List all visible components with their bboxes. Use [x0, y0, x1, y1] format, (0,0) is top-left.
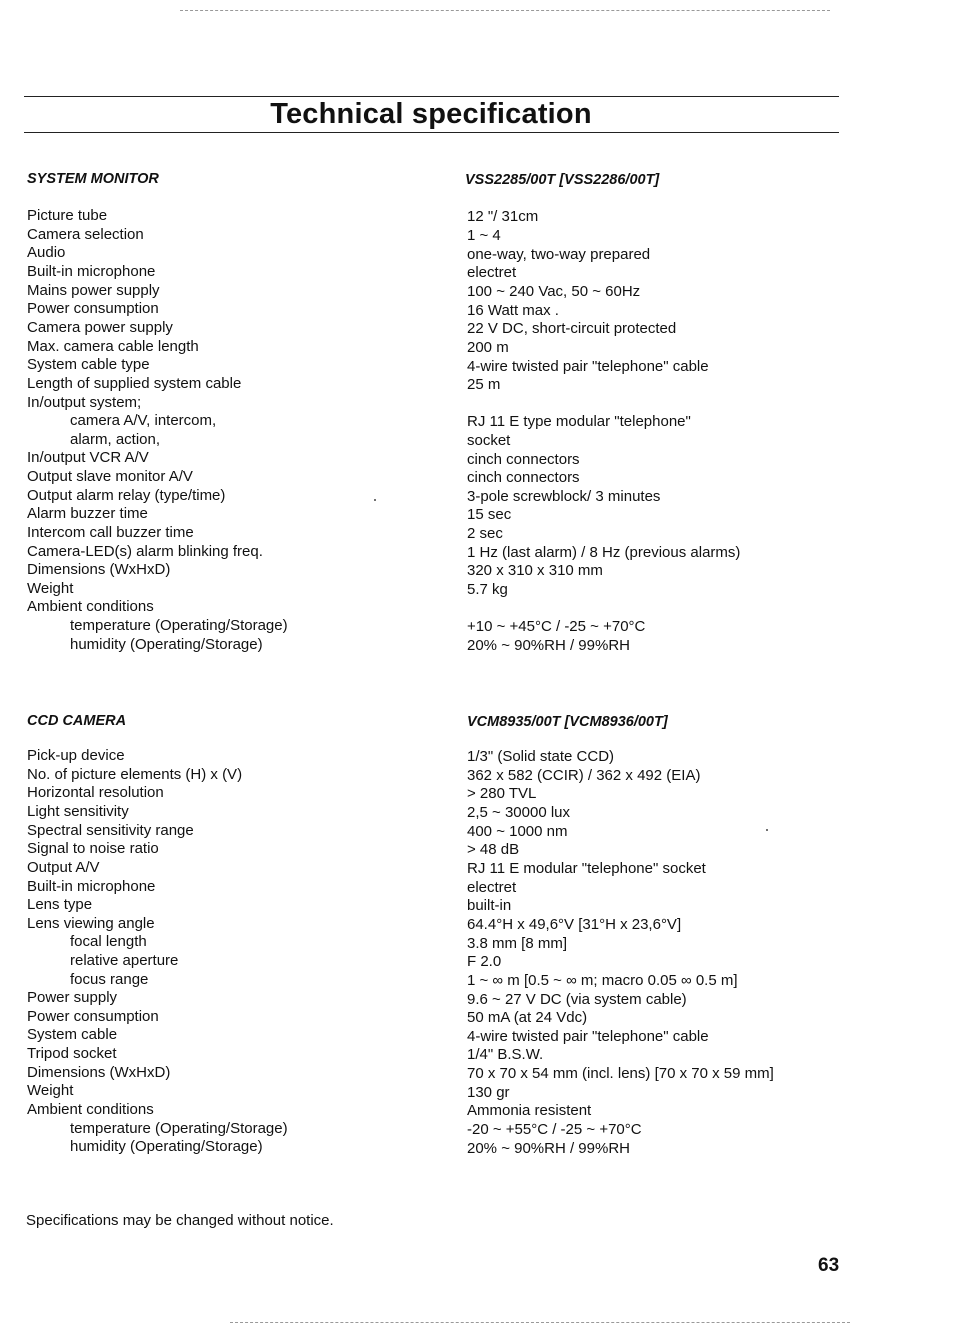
ccd-camera-model: VCM8935/00T [VCM8936/00T] — [467, 714, 668, 730]
sm-label: Picture tube — [27, 207, 108, 224]
sm-value: electret — [467, 264, 517, 281]
ccd-label: Power consumption — [27, 1008, 159, 1025]
ccd-label: Spectral sensitivity range — [27, 822, 194, 839]
ccd-label: focal length — [70, 933, 147, 950]
sm-value: 200 m — [467, 339, 509, 356]
sm-label: Intercom call buzzer time — [27, 524, 194, 541]
ccd-label: Signal to noise ratio — [27, 840, 159, 857]
ccd-label: Dimensions (WxHxD) — [27, 1064, 171, 1081]
page-title: Technical specification — [270, 98, 592, 130]
ccd-value: 400 ~ 1000 nm — [467, 823, 568, 840]
page-number: 63 — [818, 1255, 840, 1276]
footnote: Specifications may be changed without notice. — [26, 1212, 334, 1229]
ccd-label: Output A/V — [27, 859, 100, 876]
ccd-value: 70 x 70 x 54 mm (incl. lens) [70 x 70 x 59 mm] — [467, 1065, 774, 1082]
ccd-label: Lens viewing angle — [27, 915, 155, 932]
sm-label: In/output VCR A/V — [27, 449, 149, 466]
sm-label: Dimensions (WxHxD) — [27, 561, 171, 578]
sm-label: Camera-LED(s) alarm blinking freq. — [27, 543, 263, 560]
sm-label: Camera selection — [27, 226, 144, 243]
ccd-value: built-in — [467, 897, 512, 914]
sm-value: 5.7 kg — [467, 581, 508, 598]
sm-label: Power consumption — [27, 300, 159, 317]
scan-speck — [374, 499, 376, 501]
sm-value: +10 ~ +45°C / -25 ~ +70°C — [467, 618, 646, 635]
sm-label: Output alarm relay (type/time) — [27, 487, 226, 504]
scan-speck — [766, 829, 768, 831]
sm-value: 1 Hz (last alarm) / 8 Hz (previous alarms) — [467, 544, 741, 561]
ccd-value: 64.4°H x 49,6°V [31°H x 23,6°V] — [467, 916, 682, 933]
ccd-label: Ambient conditions — [27, 1101, 154, 1118]
sm-value: 2 sec — [467, 525, 503, 542]
sm-label: System cable type — [27, 356, 150, 373]
ccd-value: 1 ~ ∞ m [0.5 ~ ∞ m; macro 0.05 ∞ 0.5 m] — [467, 972, 738, 989]
sm-label: Length of supplied system cable — [27, 375, 242, 392]
sm-label: Alarm buzzer time — [27, 505, 148, 522]
ccd-label: Light sensitivity — [27, 803, 129, 820]
ccd-value: 2,5 ~ 30000 lux — [467, 804, 571, 821]
sm-value: cinch connectors — [467, 451, 580, 468]
sm-label: Weight — [27, 580, 74, 597]
title-rule-bottom — [24, 132, 839, 133]
ccd-value: 3.8 mm [8 mm] — [467, 935, 568, 952]
ccd-label: focus range — [70, 971, 149, 988]
scan-artifact-top — [180, 10, 830, 11]
ccd-value: 1/4" B.S.W. — [467, 1046, 544, 1063]
ccd-value: 20% ~ 90%RH / 99%RH — [467, 1140, 630, 1157]
sm-value: RJ 11 E type modular "telephone" — [467, 413, 691, 430]
ccd-value: > 48 dB — [467, 841, 520, 858]
ccd-label: Horizontal resolution — [27, 784, 164, 801]
ccd-label: relative aperture — [70, 952, 179, 969]
ccd-label: Lens type — [27, 896, 93, 913]
ccd-value: -20 ~ +55°C / -25 ~ +70°C — [467, 1121, 642, 1138]
sm-value: 22 V DC, short-circuit protected — [467, 320, 677, 337]
sm-label: temperature (Operating/Storage) — [70, 617, 288, 634]
sm-value: one-way, two-way prepared — [467, 246, 651, 263]
sm-label: In/output system; — [27, 394, 142, 411]
scan-artifact-bottom — [230, 1322, 850, 1323]
ccd-label: Tripod socket — [27, 1045, 117, 1062]
sm-value: 3-pole screwblock/ 3 minutes — [467, 488, 661, 505]
sm-value: 4-wire twisted pair "telephone" cable — [467, 358, 709, 375]
sm-value: 16 Watt max . — [467, 302, 559, 319]
sm-label: Audio — [27, 244, 66, 261]
ccd-value: F 2.0 — [467, 953, 502, 970]
ccd-value: > 280 TVL — [467, 785, 537, 802]
ccd-value: 50 mA (at 24 Vdc) — [467, 1009, 588, 1026]
sm-value: socket — [467, 432, 511, 449]
sm-value: 20% ~ 90%RH / 99%RH — [467, 637, 630, 654]
system-monitor-model: VSS2285/00T [VSS2286/00T] — [465, 172, 660, 188]
sm-label: Camera power supply — [27, 319, 173, 336]
ccd-label: humidity (Operating/Storage) — [70, 1138, 263, 1155]
ccd-label: Weight — [27, 1082, 74, 1099]
ccd-value: 9.6 ~ 27 V DC (via system cable) — [467, 991, 687, 1008]
sm-value: 12 "/ 31cm — [467, 208, 539, 225]
ccd-value: 362 x 582 (CCIR) / 362 x 492 (EIA) — [467, 767, 701, 784]
ccd-label: Pick-up device — [27, 747, 125, 764]
sm-label: Built-in microphone — [27, 263, 156, 280]
sm-value: 15 sec — [467, 506, 512, 523]
sm-label: camera A/V, intercom, — [70, 412, 217, 429]
sm-value: 25 m — [467, 376, 501, 393]
sm-label: Mains power supply — [27, 282, 160, 299]
sm-label: Max. camera cable length — [27, 338, 199, 355]
ccd-value: 130 gr — [467, 1084, 510, 1101]
sm-value: cinch connectors — [467, 469, 580, 486]
system-monitor-heading: SYSTEM MONITOR — [27, 171, 159, 187]
ccd-label: No. of picture elements (H) x (V) — [27, 766, 243, 783]
ccd-value: electret — [467, 879, 517, 896]
ccd-camera-heading: CCD CAMERA — [27, 713, 127, 729]
sm-label: Output slave monitor A/V — [27, 468, 193, 485]
sm-label: Ambient conditions — [27, 598, 154, 615]
sm-label: alarm, action, — [70, 431, 161, 448]
ccd-label: Power supply — [27, 989, 118, 1006]
ccd-value: 1/3" (Solid state CCD) — [467, 748, 615, 765]
ccd-value: 4-wire twisted pair "telephone" cable — [467, 1028, 709, 1045]
sm-value: 320 x 310 x 310 mm — [467, 562, 603, 579]
sm-value: 100 ~ 240 Vac, 50 ~ 60Hz — [467, 283, 641, 300]
sm-label: humidity (Operating/Storage) — [70, 636, 263, 653]
ccd-value: Ammonia resistent — [467, 1102, 592, 1119]
ccd-value: RJ 11 E modular "telephone" socket — [467, 860, 706, 877]
sm-value: 1 ~ 4 — [467, 227, 501, 244]
ccd-label: System cable — [27, 1026, 118, 1043]
ccd-label: Built-in microphone — [27, 878, 156, 895]
ccd-label: temperature (Operating/Storage) — [70, 1120, 288, 1137]
